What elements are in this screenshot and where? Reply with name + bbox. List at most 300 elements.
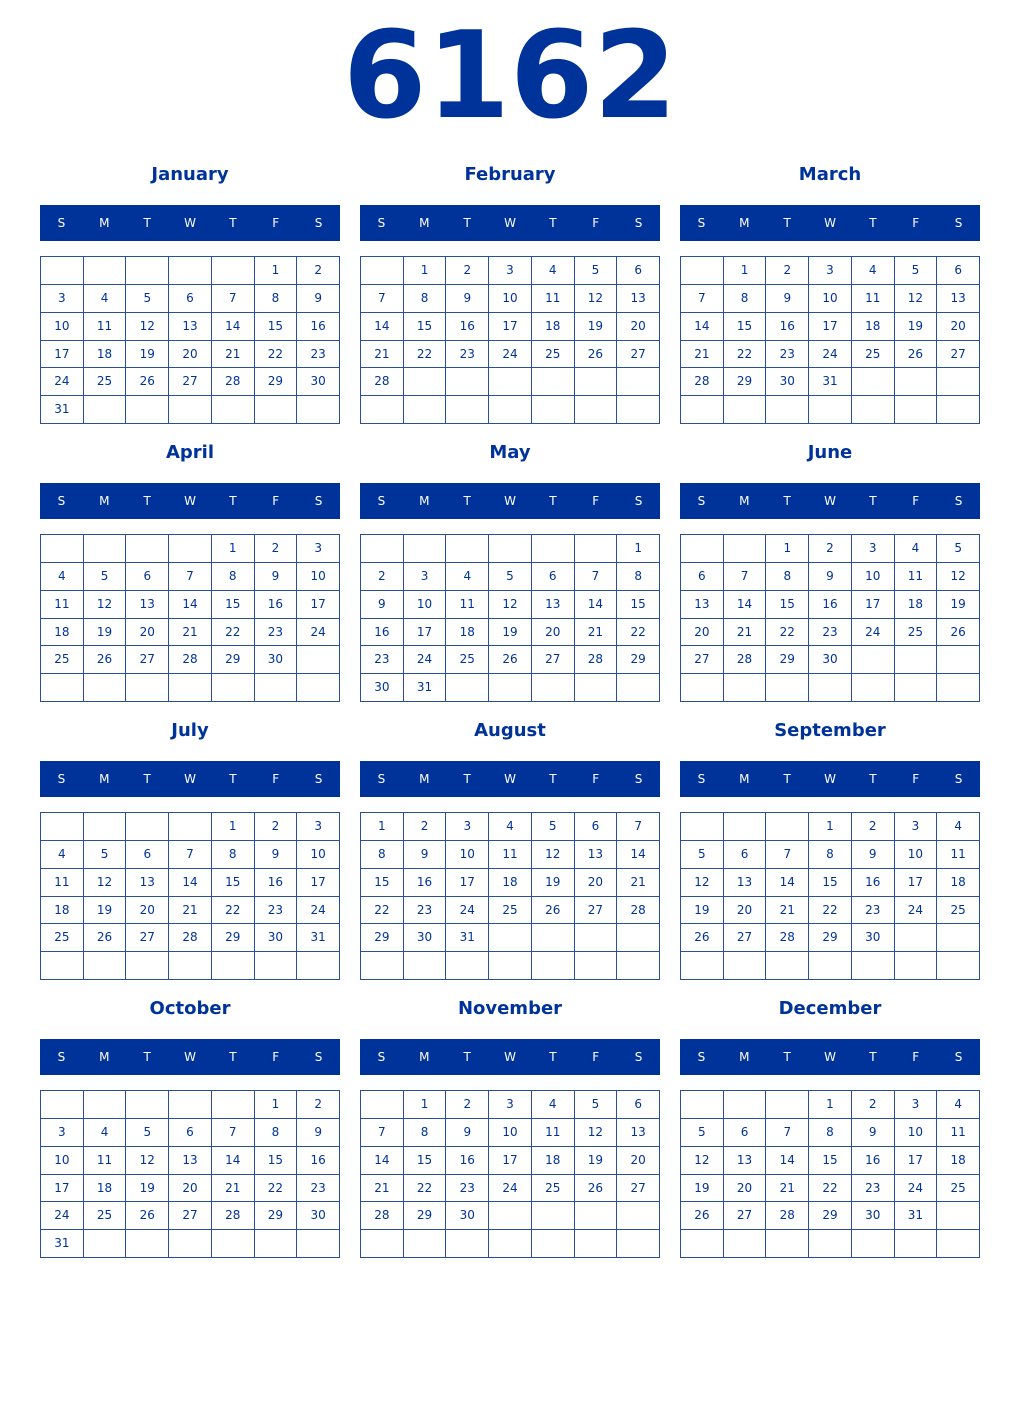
day-cell: 20 bbox=[126, 897, 169, 925]
weekday-header: S bbox=[377, 772, 386, 786]
day-cell: 14 bbox=[766, 1147, 809, 1175]
empty-cell bbox=[446, 952, 489, 980]
day-cell: 4 bbox=[937, 813, 980, 841]
month-name: July bbox=[171, 720, 209, 741]
day-cell: 1 bbox=[404, 257, 447, 285]
weekday-header: W bbox=[824, 494, 836, 508]
day-cell: 12 bbox=[681, 1147, 724, 1175]
day-cell: 18 bbox=[84, 341, 127, 369]
weekday-header: T bbox=[229, 772, 237, 786]
day-cell: 8 bbox=[617, 563, 660, 591]
day-cell: 17 bbox=[297, 591, 340, 619]
day-cell: 9 bbox=[297, 1119, 340, 1147]
day-cell: 5 bbox=[681, 841, 724, 869]
empty-cell bbox=[212, 674, 255, 702]
empty-cell bbox=[489, 924, 532, 952]
empty-cell bbox=[724, 952, 767, 980]
day-cell: 30 bbox=[809, 646, 852, 674]
empty-cell bbox=[809, 396, 852, 424]
day-cell: 5 bbox=[575, 257, 618, 285]
weekday-header: T bbox=[463, 1050, 471, 1064]
empty-cell bbox=[724, 813, 767, 841]
day-cell: 27 bbox=[617, 1175, 660, 1203]
empty-cell bbox=[937, 952, 980, 980]
day-cell: 4 bbox=[852, 257, 895, 285]
empty-cell bbox=[169, 813, 212, 841]
empty-cell bbox=[852, 1230, 895, 1258]
day-cell: 11 bbox=[852, 285, 895, 313]
empty-cell bbox=[937, 1202, 980, 1230]
empty-cell bbox=[681, 952, 724, 980]
empty-cell bbox=[169, 1230, 212, 1258]
day-cell: 21 bbox=[212, 341, 255, 369]
day-cell: 3 bbox=[404, 563, 447, 591]
day-cell: 5 bbox=[575, 1091, 618, 1119]
weekday-header: T bbox=[229, 1050, 237, 1064]
day-cell: 6 bbox=[617, 257, 660, 285]
empty-cell bbox=[404, 535, 447, 563]
day-cell: 21 bbox=[575, 619, 618, 647]
day-cell: 19 bbox=[575, 313, 618, 341]
day-grid bbox=[360, 812, 660, 980]
weekday-header-row bbox=[360, 1039, 660, 1075]
day-cell: 27 bbox=[169, 1202, 212, 1230]
day-cell: 6 bbox=[681, 563, 724, 591]
day-cell: 4 bbox=[41, 841, 84, 869]
weekday-header-row bbox=[680, 761, 980, 797]
empty-cell bbox=[489, 396, 532, 424]
empty-cell bbox=[724, 674, 767, 702]
empty-cell bbox=[212, 257, 255, 285]
day-cell: 7 bbox=[212, 1119, 255, 1147]
day-cell: 29 bbox=[212, 924, 255, 952]
day-cell: 5 bbox=[126, 1119, 169, 1147]
empty-cell bbox=[895, 396, 938, 424]
weekday-header: M bbox=[99, 494, 110, 508]
empty-cell bbox=[937, 368, 980, 396]
empty-cell bbox=[575, 924, 618, 952]
day-cell: 24 bbox=[41, 368, 84, 396]
day-cell: 13 bbox=[169, 313, 212, 341]
day-cell: 17 bbox=[852, 591, 895, 619]
day-cell: 31 bbox=[895, 1202, 938, 1230]
day-cell: 17 bbox=[489, 313, 532, 341]
day-cell: 8 bbox=[404, 285, 447, 313]
weekday-header: T bbox=[783, 1050, 791, 1064]
day-cell: 23 bbox=[297, 341, 340, 369]
day-cell: 23 bbox=[297, 1175, 340, 1203]
day-cell: 12 bbox=[575, 1119, 618, 1147]
day-cell: 17 bbox=[404, 619, 447, 647]
day-cell: 30 bbox=[446, 1202, 489, 1230]
empty-cell bbox=[575, 1230, 618, 1258]
day-cell: 21 bbox=[766, 897, 809, 925]
day-cell: 3 bbox=[852, 535, 895, 563]
empty-cell bbox=[766, 674, 809, 702]
weekday-header: M bbox=[419, 216, 430, 230]
day-cell: 22 bbox=[404, 1175, 447, 1203]
day-cell: 7 bbox=[361, 1119, 404, 1147]
day-cell: 17 bbox=[41, 341, 84, 369]
day-cell: 6 bbox=[575, 813, 618, 841]
weekday-header: T bbox=[463, 494, 471, 508]
day-cell: 11 bbox=[937, 841, 980, 869]
day-cell: 28 bbox=[575, 646, 618, 674]
empty-cell bbox=[361, 1230, 404, 1258]
day-cell: 19 bbox=[575, 1147, 618, 1175]
day-cell: 29 bbox=[809, 924, 852, 952]
day-cell: 10 bbox=[404, 591, 447, 619]
weekday-header: T bbox=[143, 772, 151, 786]
day-cell: 23 bbox=[766, 341, 809, 369]
weekday-header: M bbox=[99, 216, 110, 230]
day-cell: 11 bbox=[446, 591, 489, 619]
day-cell: 30 bbox=[852, 1202, 895, 1230]
empty-cell bbox=[532, 396, 575, 424]
day-cell: 7 bbox=[361, 285, 404, 313]
empty-cell bbox=[41, 674, 84, 702]
empty-cell bbox=[361, 1091, 404, 1119]
day-cell: 15 bbox=[809, 1147, 852, 1175]
day-cell: 14 bbox=[361, 313, 404, 341]
day-cell: 14 bbox=[575, 591, 618, 619]
day-cell: 13 bbox=[617, 285, 660, 313]
empty-cell bbox=[404, 1230, 447, 1258]
day-cell: 22 bbox=[809, 897, 852, 925]
empty-cell bbox=[126, 396, 169, 424]
weekday-header-row bbox=[360, 205, 660, 241]
day-cell: 21 bbox=[212, 1175, 255, 1203]
day-cell: 18 bbox=[895, 591, 938, 619]
weekday-header: M bbox=[739, 216, 750, 230]
empty-cell bbox=[617, 396, 660, 424]
day-cell: 2 bbox=[446, 257, 489, 285]
day-cell: 3 bbox=[297, 813, 340, 841]
day-cell: 11 bbox=[532, 285, 575, 313]
day-cell: 7 bbox=[212, 285, 255, 313]
empty-cell bbox=[126, 813, 169, 841]
empty-cell bbox=[126, 1091, 169, 1119]
empty-cell bbox=[84, 535, 127, 563]
empty-cell bbox=[41, 1091, 84, 1119]
empty-cell bbox=[126, 535, 169, 563]
day-cell: 3 bbox=[895, 813, 938, 841]
day-cell: 13 bbox=[724, 1147, 767, 1175]
month-name: December bbox=[778, 998, 882, 1019]
day-cell: 7 bbox=[617, 813, 660, 841]
day-cell: 2 bbox=[852, 1091, 895, 1119]
empty-cell bbox=[575, 674, 618, 702]
day-cell: 16 bbox=[255, 591, 298, 619]
empty-cell bbox=[297, 1230, 340, 1258]
empty-cell bbox=[852, 368, 895, 396]
empty-cell bbox=[532, 674, 575, 702]
day-cell: 20 bbox=[169, 1175, 212, 1203]
day-cell: 28 bbox=[361, 368, 404, 396]
weekday-header: T bbox=[549, 216, 557, 230]
day-cell: 26 bbox=[84, 646, 127, 674]
day-cell: 24 bbox=[895, 897, 938, 925]
day-cell: 19 bbox=[84, 619, 127, 647]
weekday-header: S bbox=[697, 1050, 706, 1064]
day-cell: 30 bbox=[361, 674, 404, 702]
day-cell: 27 bbox=[724, 1202, 767, 1230]
day-cell: 15 bbox=[766, 591, 809, 619]
empty-cell bbox=[169, 396, 212, 424]
day-cell: 9 bbox=[361, 591, 404, 619]
day-cell: 16 bbox=[297, 1147, 340, 1175]
empty-cell bbox=[532, 1202, 575, 1230]
weekday-header: S bbox=[57, 772, 66, 786]
day-cell: 22 bbox=[212, 619, 255, 647]
day-cell: 8 bbox=[724, 285, 767, 313]
day-cell: 8 bbox=[766, 563, 809, 591]
empty-cell bbox=[895, 1230, 938, 1258]
day-cell: 4 bbox=[895, 535, 938, 563]
day-cell: 19 bbox=[895, 313, 938, 341]
day-cell: 19 bbox=[126, 341, 169, 369]
day-cell: 2 bbox=[297, 1091, 340, 1119]
weekday-header: S bbox=[377, 216, 386, 230]
day-cell: 8 bbox=[404, 1119, 447, 1147]
weekday-header: T bbox=[229, 216, 237, 230]
day-cell: 8 bbox=[255, 285, 298, 313]
empty-cell bbox=[361, 535, 404, 563]
day-cell: 11 bbox=[41, 591, 84, 619]
weekday-header: S bbox=[377, 494, 386, 508]
day-grid bbox=[680, 1090, 980, 1258]
day-cell: 15 bbox=[255, 1147, 298, 1175]
empty-cell bbox=[446, 674, 489, 702]
day-cell: 30 bbox=[255, 646, 298, 674]
day-cell: 16 bbox=[446, 1147, 489, 1175]
empty-cell bbox=[937, 646, 980, 674]
day-cell: 24 bbox=[852, 619, 895, 647]
day-cell: 14 bbox=[681, 313, 724, 341]
day-cell: 26 bbox=[126, 368, 169, 396]
empty-cell bbox=[126, 1230, 169, 1258]
weekday-header: S bbox=[634, 494, 643, 508]
day-cell: 26 bbox=[937, 619, 980, 647]
day-cell: 21 bbox=[681, 341, 724, 369]
day-cell: 28 bbox=[681, 368, 724, 396]
empty-cell bbox=[41, 952, 84, 980]
day-cell: 12 bbox=[575, 285, 618, 313]
empty-cell bbox=[532, 1230, 575, 1258]
day-cell: 22 bbox=[724, 341, 767, 369]
empty-cell bbox=[361, 952, 404, 980]
day-cell: 24 bbox=[404, 646, 447, 674]
weekday-header: T bbox=[869, 216, 877, 230]
day-cell: 9 bbox=[255, 841, 298, 869]
weekday-header: M bbox=[419, 494, 430, 508]
day-grid bbox=[680, 534, 980, 702]
day-cell: 1 bbox=[404, 1091, 447, 1119]
empty-cell bbox=[255, 674, 298, 702]
day-cell: 4 bbox=[41, 563, 84, 591]
weekday-header: F bbox=[592, 216, 600, 230]
day-cell: 29 bbox=[766, 646, 809, 674]
day-cell: 3 bbox=[446, 813, 489, 841]
day-cell: 26 bbox=[126, 1202, 169, 1230]
weekday-header: T bbox=[463, 772, 471, 786]
day-cell: 15 bbox=[724, 313, 767, 341]
weekday-header: S bbox=[57, 1050, 66, 1064]
weekday-header-row bbox=[680, 1039, 980, 1075]
day-cell: 21 bbox=[361, 341, 404, 369]
day-cell: 10 bbox=[489, 285, 532, 313]
day-cell: 19 bbox=[937, 591, 980, 619]
weekday-header: M bbox=[99, 772, 110, 786]
day-cell: 10 bbox=[809, 285, 852, 313]
day-cell: 16 bbox=[255, 869, 298, 897]
day-cell: 4 bbox=[84, 1119, 127, 1147]
day-cell: 29 bbox=[809, 1202, 852, 1230]
day-cell: 20 bbox=[126, 619, 169, 647]
day-cell: 14 bbox=[766, 869, 809, 897]
day-cell: 26 bbox=[532, 897, 575, 925]
empty-cell bbox=[489, 674, 532, 702]
day-cell: 25 bbox=[84, 368, 127, 396]
day-cell: 17 bbox=[41, 1175, 84, 1203]
day-cell: 19 bbox=[681, 897, 724, 925]
empty-cell bbox=[84, 396, 127, 424]
day-cell: 10 bbox=[489, 1119, 532, 1147]
weekday-header: T bbox=[143, 1050, 151, 1064]
day-cell: 22 bbox=[255, 1175, 298, 1203]
day-cell: 16 bbox=[852, 869, 895, 897]
empty-cell bbox=[84, 257, 127, 285]
day-cell: 2 bbox=[446, 1091, 489, 1119]
day-grid bbox=[360, 1090, 660, 1258]
empty-cell bbox=[766, 1091, 809, 1119]
empty-cell bbox=[617, 1230, 660, 1258]
day-cell: 29 bbox=[212, 646, 255, 674]
day-cell: 9 bbox=[852, 841, 895, 869]
day-cell: 15 bbox=[255, 313, 298, 341]
day-cell: 8 bbox=[809, 1119, 852, 1147]
empty-cell bbox=[255, 396, 298, 424]
day-cell: 22 bbox=[212, 897, 255, 925]
empty-cell bbox=[297, 952, 340, 980]
day-cell: 19 bbox=[84, 897, 127, 925]
weekday-header: W bbox=[184, 494, 196, 508]
day-cell: 2 bbox=[255, 813, 298, 841]
weekday-header: S bbox=[314, 216, 323, 230]
day-cell: 8 bbox=[212, 841, 255, 869]
day-cell: 29 bbox=[404, 1202, 447, 1230]
day-cell: 3 bbox=[489, 1091, 532, 1119]
empty-cell bbox=[575, 1202, 618, 1230]
empty-cell bbox=[84, 674, 127, 702]
day-cell: 3 bbox=[895, 1091, 938, 1119]
empty-cell bbox=[617, 674, 660, 702]
day-cell: 24 bbox=[489, 1175, 532, 1203]
weekday-header: W bbox=[184, 772, 196, 786]
day-cell: 7 bbox=[766, 841, 809, 869]
weekday-header: M bbox=[419, 772, 430, 786]
empty-cell bbox=[84, 813, 127, 841]
empty-cell bbox=[809, 1230, 852, 1258]
empty-cell bbox=[169, 952, 212, 980]
weekday-header: S bbox=[954, 494, 963, 508]
day-cell: 2 bbox=[404, 813, 447, 841]
day-cell: 26 bbox=[895, 341, 938, 369]
day-cell: 14 bbox=[617, 841, 660, 869]
weekday-header: F bbox=[912, 494, 920, 508]
day-cell: 18 bbox=[532, 1147, 575, 1175]
day-cell: 20 bbox=[724, 897, 767, 925]
day-cell: 25 bbox=[84, 1202, 127, 1230]
empty-cell bbox=[681, 1230, 724, 1258]
day-cell: 21 bbox=[724, 619, 767, 647]
day-cell: 25 bbox=[937, 1175, 980, 1203]
month-name: October bbox=[149, 998, 231, 1019]
day-cell: 28 bbox=[169, 924, 212, 952]
day-cell: 12 bbox=[937, 563, 980, 591]
day-cell: 23 bbox=[852, 1175, 895, 1203]
day-cell: 31 bbox=[404, 674, 447, 702]
empty-cell bbox=[681, 674, 724, 702]
empty-cell bbox=[489, 1202, 532, 1230]
day-cell: 10 bbox=[895, 841, 938, 869]
day-cell: 6 bbox=[126, 841, 169, 869]
weekday-header: S bbox=[954, 1050, 963, 1064]
day-cell: 6 bbox=[169, 285, 212, 313]
empty-cell bbox=[446, 368, 489, 396]
weekday-header: M bbox=[419, 1050, 430, 1064]
month-name: January bbox=[151, 164, 229, 185]
day-cell: 23 bbox=[404, 897, 447, 925]
weekday-header: S bbox=[634, 216, 643, 230]
empty-cell bbox=[297, 396, 340, 424]
empty-cell bbox=[532, 952, 575, 980]
day-cell: 23 bbox=[446, 341, 489, 369]
day-cell: 25 bbox=[532, 341, 575, 369]
day-cell: 23 bbox=[361, 646, 404, 674]
day-cell: 22 bbox=[255, 341, 298, 369]
weekday-header: S bbox=[314, 494, 323, 508]
weekday-header: F bbox=[272, 494, 280, 508]
month-name: November bbox=[457, 998, 563, 1019]
weekday-header: F bbox=[592, 494, 600, 508]
day-cell: 28 bbox=[212, 368, 255, 396]
day-cell: 30 bbox=[297, 368, 340, 396]
day-cell: 10 bbox=[41, 313, 84, 341]
day-cell: 20 bbox=[681, 619, 724, 647]
day-cell: 11 bbox=[895, 563, 938, 591]
empty-cell bbox=[895, 368, 938, 396]
day-cell: 6 bbox=[126, 563, 169, 591]
day-cell: 11 bbox=[84, 1147, 127, 1175]
empty-cell bbox=[852, 674, 895, 702]
day-cell: 20 bbox=[937, 313, 980, 341]
day-cell: 6 bbox=[532, 563, 575, 591]
day-cell: 11 bbox=[489, 841, 532, 869]
empty-cell bbox=[681, 1091, 724, 1119]
empty-cell bbox=[489, 368, 532, 396]
weekday-header: W bbox=[504, 1050, 516, 1064]
day-cell: 18 bbox=[937, 1147, 980, 1175]
day-cell: 5 bbox=[681, 1119, 724, 1147]
day-cell: 29 bbox=[361, 924, 404, 952]
day-cell: 9 bbox=[852, 1119, 895, 1147]
weekday-header: F bbox=[272, 772, 280, 786]
day-cell: 16 bbox=[297, 313, 340, 341]
day-cell: 10 bbox=[852, 563, 895, 591]
day-cell: 15 bbox=[404, 1147, 447, 1175]
day-cell: 20 bbox=[532, 619, 575, 647]
